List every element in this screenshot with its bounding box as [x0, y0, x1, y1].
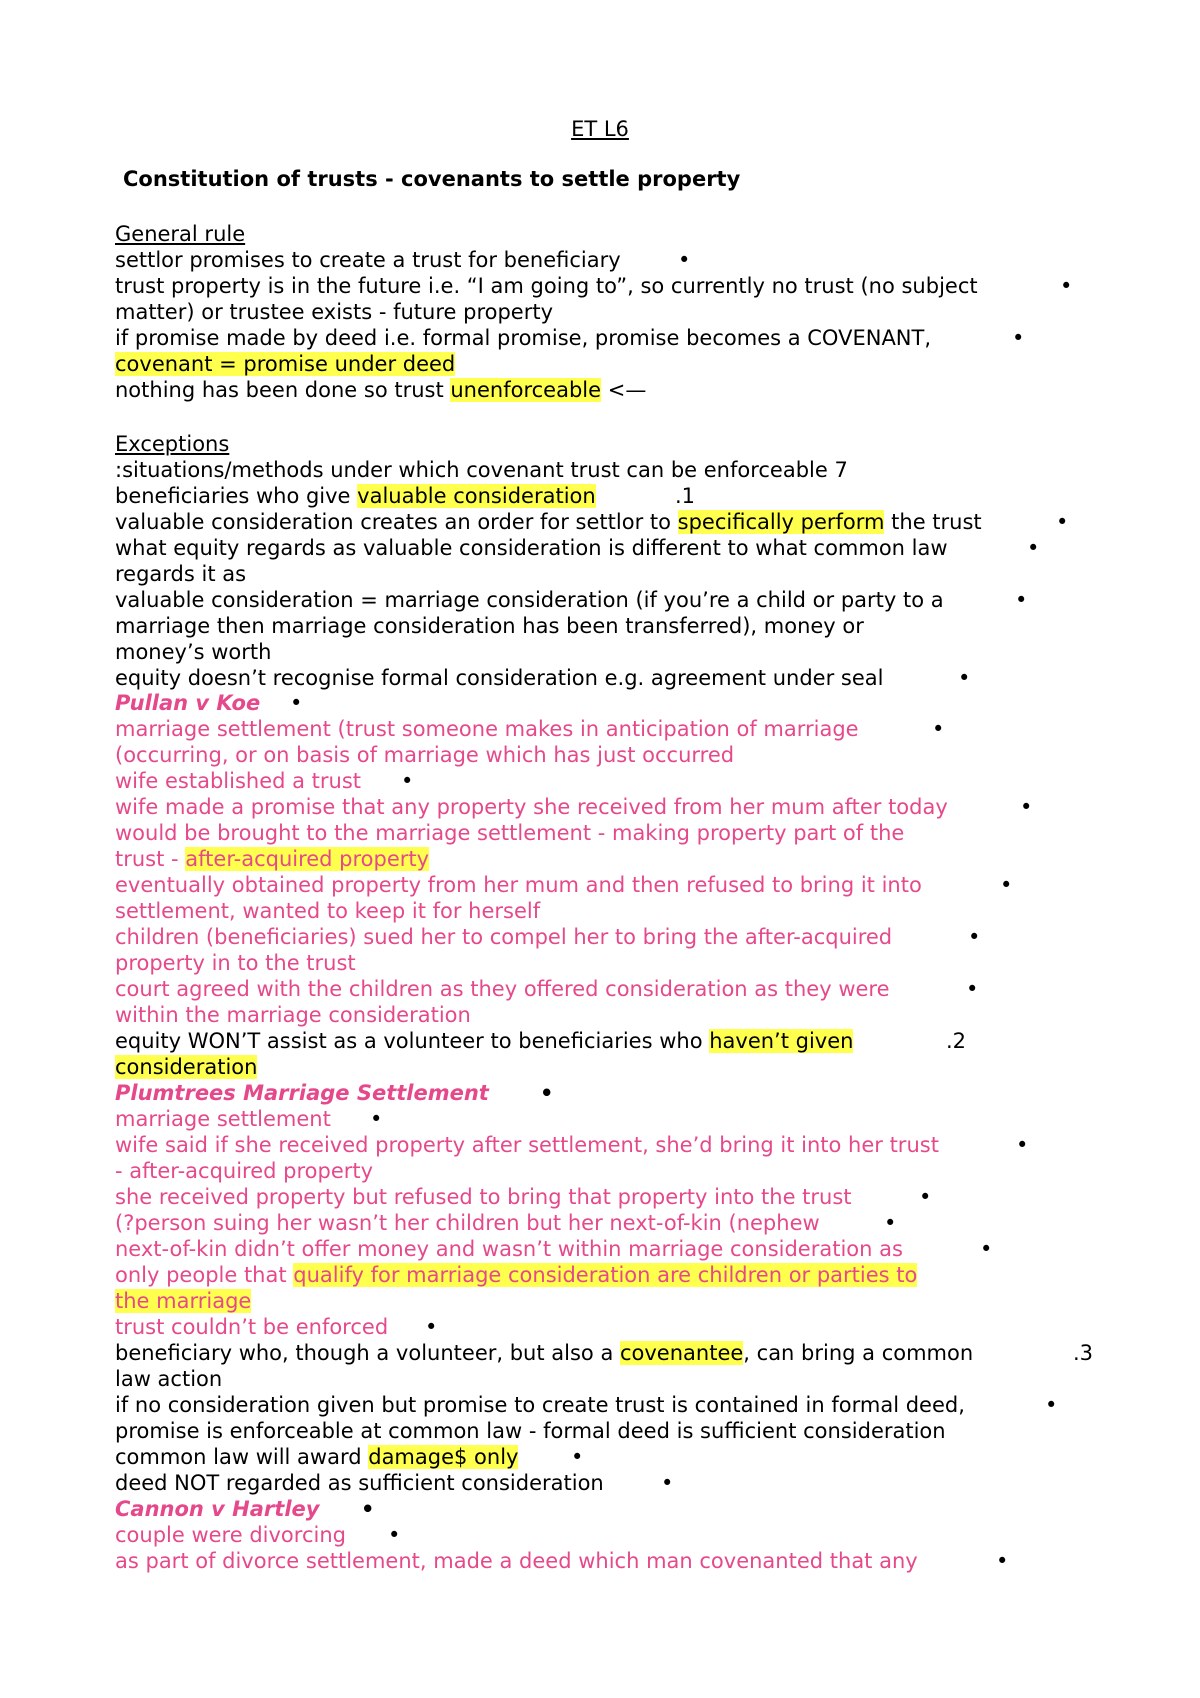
note-line: law action — [115, 1367, 223, 1391]
text: beneficiaries who give — [115, 484, 358, 508]
exceptions-label: Exceptions — [115, 432, 230, 456]
note-line: if no consideration given but promise to create trust is contained in formal deed, — [115, 1393, 965, 1417]
note-line — [115, 1028, 853, 1054]
note-line: (?person suing her wasn’t her children but her next-of-kin (nephew — [115, 1211, 820, 1235]
note-line — [115, 1340, 973, 1366]
note-line: equity doesn’t recognise formal consideration e.g. agreement under seal — [115, 666, 884, 690]
bullet: • — [966, 977, 979, 1001]
case-name: Pullan v Koe — [115, 691, 261, 715]
bullet: • — [571, 1445, 584, 1469]
note-line: children (beneficiaries) sued her to compel her to bring the after-acquired — [115, 925, 893, 949]
text: only people that — [115, 1263, 294, 1287]
note-line — [115, 1054, 257, 1080]
bullet: • — [401, 769, 414, 793]
highlight: consideration — [115, 1055, 258, 1079]
bullet: • — [1045, 1393, 1058, 1417]
highlight: qualify for marriage consideration are children or parties to — [293, 1263, 918, 1287]
number: 7 — [834, 458, 848, 482]
text: , can bring a common — [743, 1341, 974, 1365]
note-line: wife made a promise that any property she received from her mum after today — [115, 795, 948, 819]
note-line: wife established a trust — [115, 769, 362, 793]
highlight: unenforceable — [450, 378, 602, 402]
note-line — [115, 509, 982, 535]
note-line — [115, 1288, 251, 1314]
bullet: • — [388, 1523, 401, 1547]
note-line: matter) or trustee exists - future property — [115, 300, 554, 324]
note-line — [115, 351, 455, 377]
note-line: would be brought to the marriage settlement - making property part of the — [115, 821, 905, 845]
note-line: money’s worth — [115, 640, 272, 664]
number: .3 — [1073, 1341, 1094, 1365]
text: :situations/methods under which covenant trust can be enforceable — [115, 458, 828, 482]
note-line: if promise made by deed i.e. formal promise, promise becomes a COVENANT, — [115, 326, 932, 350]
bullet: • — [1060, 274, 1073, 298]
note-line: marriage settlement (trust someone makes in anticipation of marriage — [115, 717, 859, 741]
highlight: damage$ only — [368, 1445, 519, 1469]
highlight: covenantee — [619, 1341, 744, 1365]
highlight: valuable consideration — [357, 484, 596, 508]
number: .2 — [946, 1029, 967, 1053]
note-line: marriage then marriage consideration has been transferred), money or — [115, 614, 864, 638]
note-line: wife said if she received property after settlement, she’d bring it into her trust — [115, 1133, 939, 1157]
case-name: Plumtrees Marriage Settlement — [115, 1081, 489, 1105]
note-line: court agreed with the children as they offered consideration as they were — [115, 977, 890, 1001]
note-line: (occurring, or on basis of marriage which has just occurred — [115, 743, 735, 767]
highlight: the marriage — [115, 1289, 252, 1313]
bullet: • — [919, 1185, 932, 1209]
bullet: • — [361, 1497, 375, 1521]
bullet: • — [661, 1471, 674, 1495]
bullet: • — [958, 666, 971, 690]
note-line — [115, 1444, 518, 1470]
bullet: • — [678, 248, 691, 272]
highlight: specifically perform — [677, 510, 885, 534]
note-line — [115, 457, 848, 483]
bullet: • — [1016, 1133, 1029, 1157]
bullet: • — [1056, 510, 1069, 534]
bullet: • — [290, 691, 303, 715]
highlight: covenant = promise under deed — [115, 352, 456, 376]
general-rule-label: General rule — [115, 222, 246, 246]
bullet: • — [932, 717, 945, 741]
bullet: • — [1027, 536, 1040, 560]
text: nothing has been done so trust — [115, 378, 451, 402]
note-line: trust property is in the future i.e. “I am going to”, so currently no trust (no subject — [115, 274, 978, 298]
bullet: • — [1012, 326, 1025, 350]
text: the trust — [884, 510, 982, 534]
note-line — [115, 846, 429, 872]
bullet: • — [1020, 795, 1033, 819]
text: common law will award — [115, 1445, 369, 1469]
note-line — [115, 377, 646, 403]
note-line: settlor promises to create a trust for beneficiary — [115, 248, 621, 272]
section-heading: Constitution of trusts - covenants to settle property — [123, 167, 741, 191]
note-line: regards it as — [115, 562, 247, 586]
note-line: trust couldn’t be enforced — [115, 1315, 389, 1339]
text: equity WON’T assist as a volunteer to beneficiaries who — [115, 1029, 710, 1053]
bullet: • — [370, 1107, 383, 1131]
bullet: • — [425, 1315, 438, 1339]
note-line: deed NOT regarded as sufficient consideration — [115, 1471, 604, 1495]
note-line — [115, 1262, 917, 1288]
arrow-glyph: <— — [607, 378, 647, 402]
document-title: ET L6 — [571, 117, 629, 141]
text: valuable consideration creates an order for settlor to — [115, 510, 678, 534]
highlight: after-acquired property — [185, 847, 430, 871]
note-line: what equity regards as valuable consideration is different to what common law — [115, 536, 948, 560]
note-line: - after-acquired property — [115, 1159, 374, 1183]
highlight: haven’t given — [709, 1029, 854, 1053]
text: trust - — [115, 847, 186, 871]
number: .1 — [675, 484, 696, 508]
note-line: she received property but refused to bring that property into the trust — [115, 1185, 852, 1209]
bullet: • — [884, 1211, 897, 1235]
bullet: • — [968, 925, 981, 949]
note-line: property in to the trust — [115, 951, 356, 975]
text: beneficiary who, though a volunteer, but also a — [115, 1341, 620, 1365]
bullet: • — [1015, 588, 1028, 612]
bullet: • — [540, 1081, 554, 1105]
note-line: couple were divorcing — [115, 1523, 346, 1547]
note-line: settlement, wanted to keep it for herself — [115, 899, 541, 923]
note-line: eventually obtained property from her mum and then refused to bring it into — [115, 873, 922, 897]
bullet: • — [1000, 873, 1013, 897]
note-line: promise is enforceable at common law - formal deed is sufficient consideration — [115, 1419, 946, 1443]
note-line: valuable consideration = marriage consideration (if you’re a child or party to a — [115, 588, 944, 612]
note-line: within the marriage consideration — [115, 1003, 471, 1027]
note-line: as part of divorce settlement, made a deed which man covenanted that any — [115, 1549, 918, 1573]
bullet: • — [980, 1237, 993, 1261]
note-line: marriage settlement — [115, 1107, 331, 1131]
bullet: • — [996, 1549, 1009, 1573]
note-line — [115, 483, 596, 509]
case-name: Cannon v Hartley — [115, 1497, 320, 1521]
note-line: next-of-kin didn’t offer money and wasn’t within marriage consideration as — [115, 1237, 903, 1261]
